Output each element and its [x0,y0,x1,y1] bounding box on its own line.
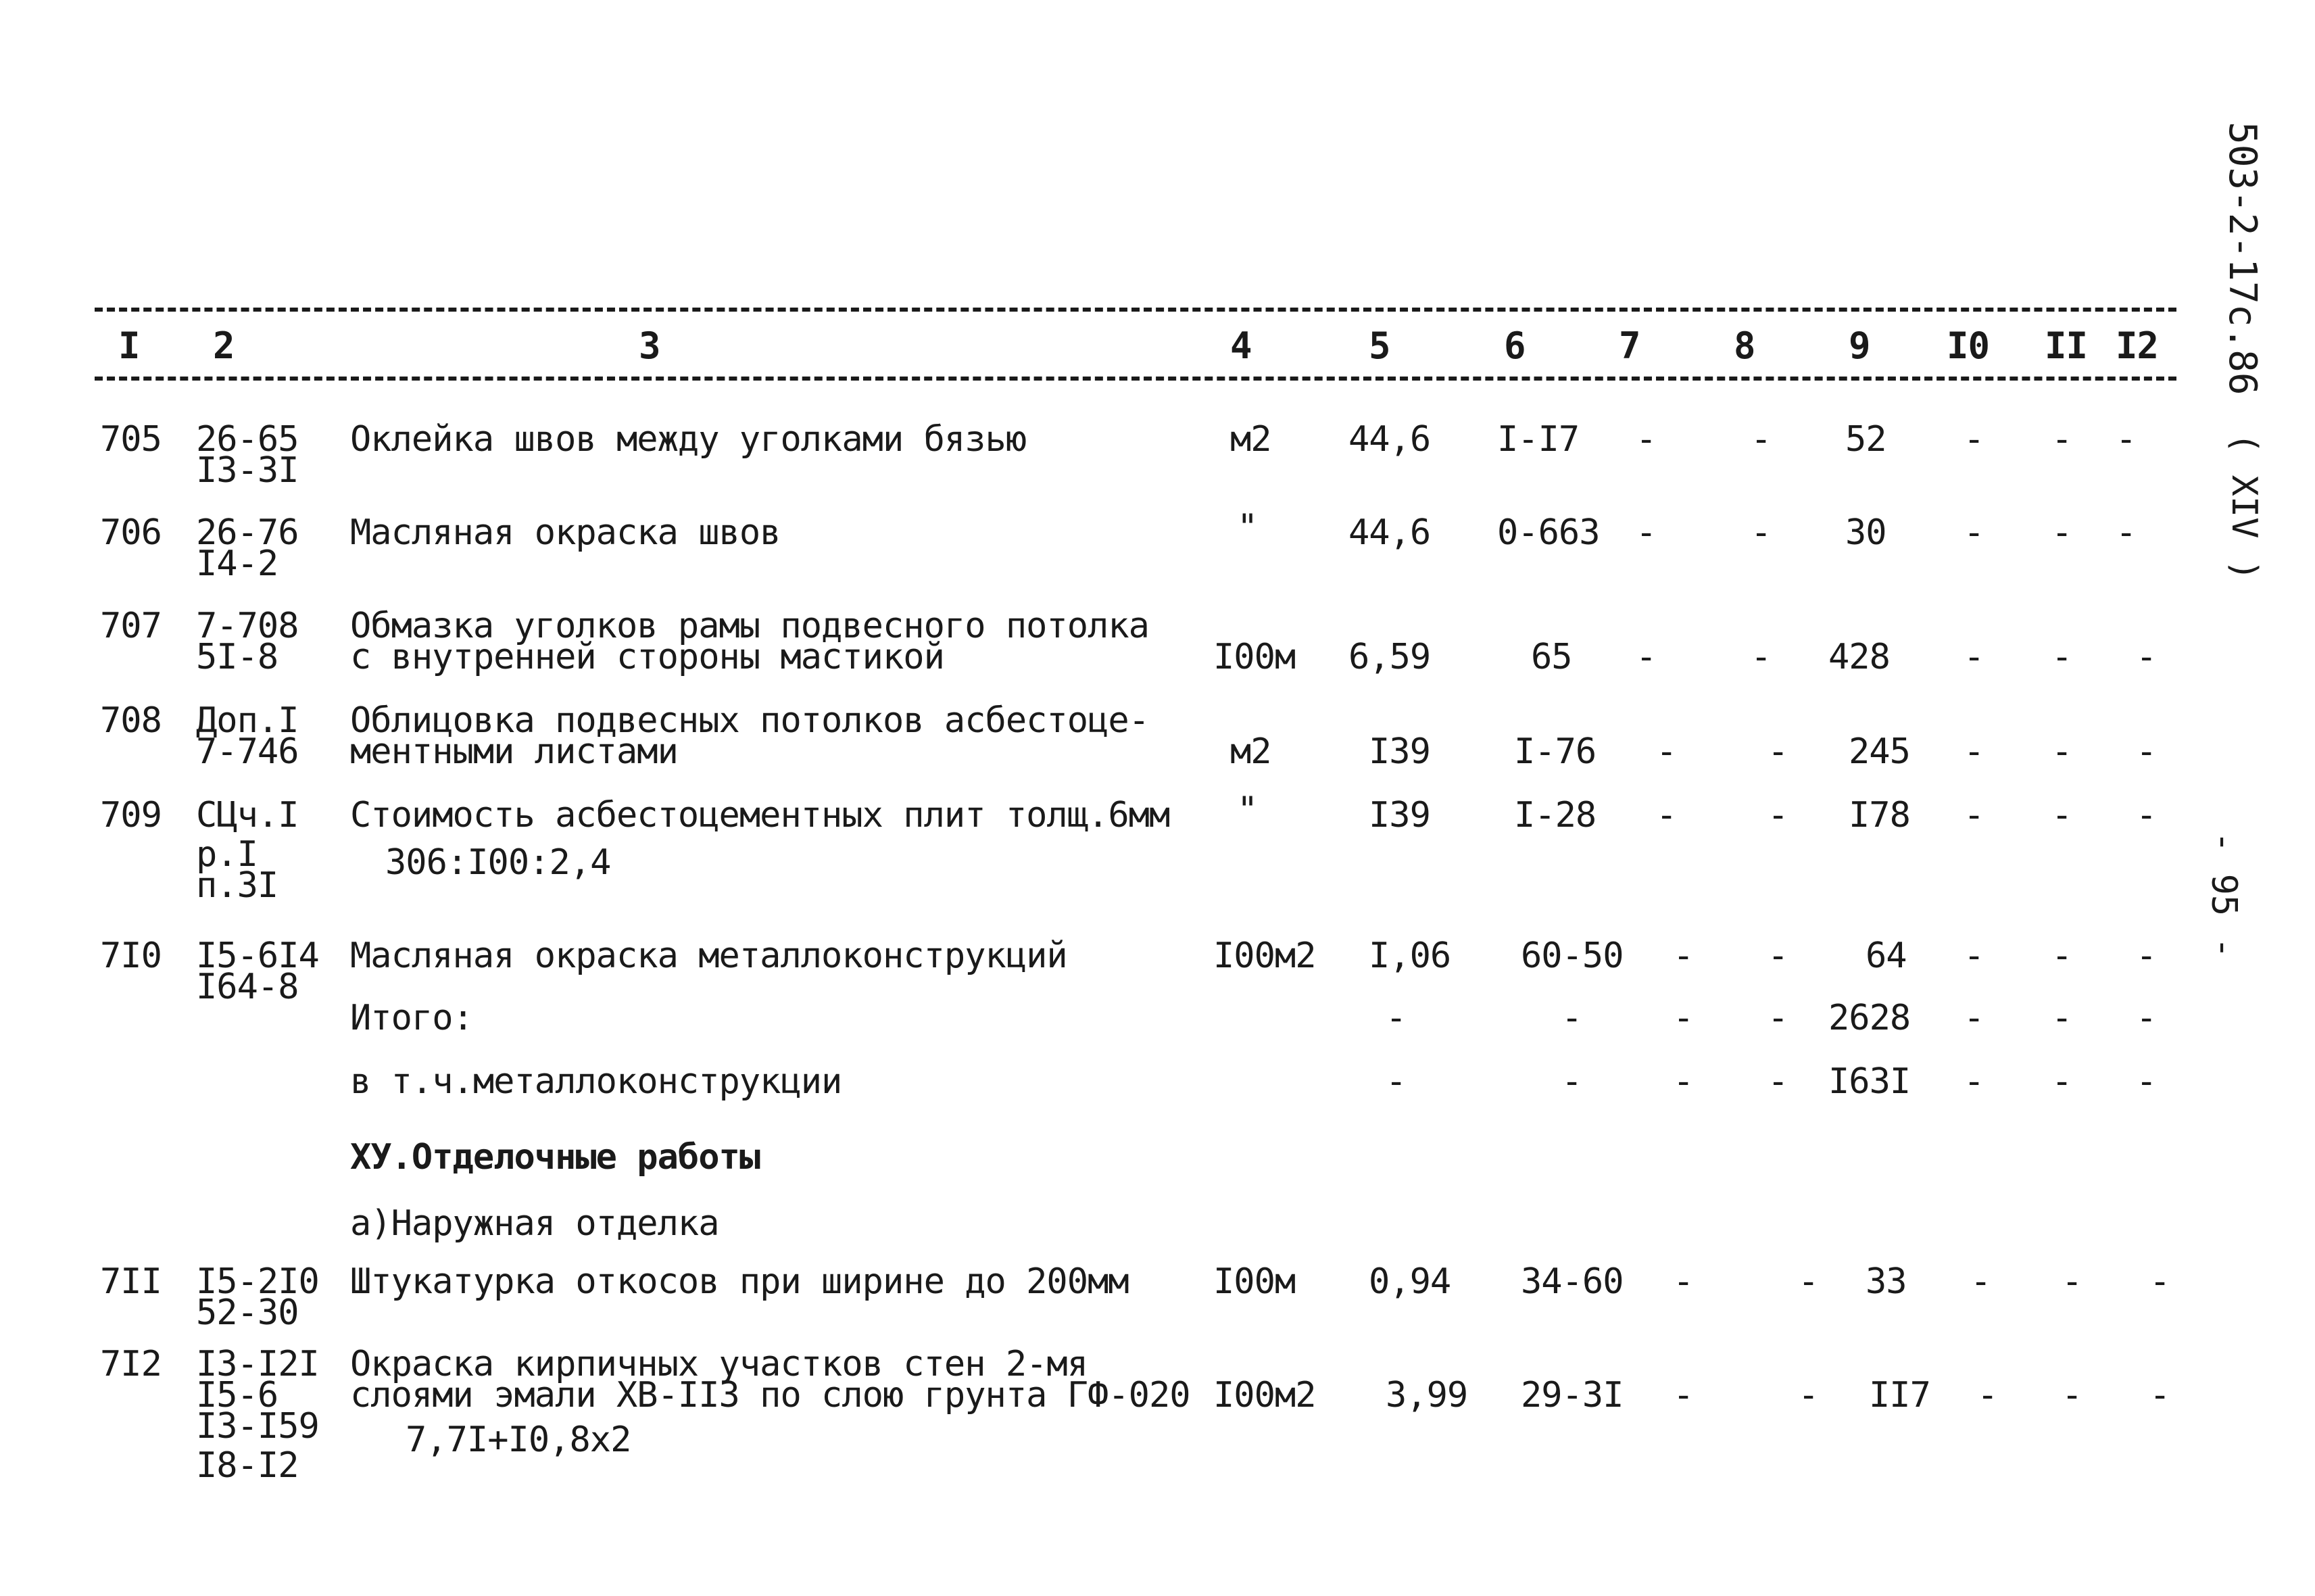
column-header-12: I2 [2116,324,2159,367]
subtotal-metal-col11: - [2051,1061,2072,1102]
subtotal-quantity: - [1386,998,1407,1038]
row-unit: " [1237,790,1258,830]
row-code: I5-6 [196,1375,278,1416]
row-unit: " [1237,507,1258,548]
column-header-4: 4 [1230,324,1252,367]
column-header-3: 3 [639,324,660,367]
row-total: 33 [1866,1261,1907,1302]
row-code: 26-65 [196,419,299,460]
row-description: Облицовка подвесных потолков асбестоце- [350,700,1149,741]
column-header-2: 2 [213,324,235,367]
row-col7: - [1636,512,1657,553]
subtotal-col8: - [1768,998,1788,1038]
row-description: 306:I00:2,4 [385,842,611,883]
row-code: I64-8 [196,967,299,1007]
subtotal-total: 2628 [1828,998,1911,1038]
row-price: 60-50 [1521,936,1624,976]
row-number: 708 [100,700,162,741]
row-total: 428 [1828,637,1890,677]
row-description: Оклейка швов между уголками бязью [350,419,1027,460]
row-col12: - [2136,936,2157,976]
row-code: п.3I [196,865,278,906]
row-description: слоями эмали ХВ-II3 по слою грунта ГФ-020 [350,1375,1190,1416]
section-title: ХУ.Отделочные работы [350,1137,760,1178]
row-code: I5-2I0 [196,1261,319,1302]
row-code: 7-708 [196,606,299,646]
subtotal-col7: - [1673,998,1694,1038]
row-number: 709 [100,795,162,836]
row-total: 64 [1866,936,1907,976]
row-number: 7I2 [100,1344,162,1384]
row-col10: - [1964,512,1984,553]
row-unit: I00м2 [1213,936,1316,976]
row-total: II7 [1869,1375,1930,1416]
subsection-title: а)Наружная отделка [350,1203,719,1244]
row-description: с внутренней стороны мастикой [350,637,944,677]
row-col10: - [1977,1375,1998,1416]
row-col11: - [2062,1375,2082,1416]
subtotal-col11: - [2051,998,2072,1038]
row-unit: м2 [1230,419,1271,460]
row-price: I-28 [1514,795,1597,836]
row-description: Стоимость асбестоцементных плит толщ.6мм [350,795,1170,836]
row-unit: I00м [1213,637,1296,677]
subtotal-metal-price: - [1561,1061,1582,1102]
row-price: 65 [1531,637,1572,677]
row-description: ментными листами [350,731,678,772]
row-col8: - [1798,1375,1819,1416]
row-description: Штукатурка откосов при ширине до 200мм [350,1261,1129,1302]
row-price: I-76 [1514,731,1597,772]
column-header-1: I [118,324,140,367]
row-code: 5I-8 [196,637,278,677]
row-quantity: 3,99 [1386,1375,1468,1416]
row-description: Масляная окраска швов [350,512,781,553]
row-code: р.I [196,834,258,875]
page-number: - 95 - [2203,831,2244,959]
row-col7: - [1636,637,1657,677]
column-header-8: 8 [1734,324,1755,367]
row-code: 26-76 [196,512,299,553]
column-header-6: 6 [1504,324,1526,367]
row-col11: - [2051,936,2072,976]
row-col12: - [2136,731,2157,772]
subtotal-metal-total: I63I [1828,1061,1911,1102]
row-col8: - [1751,419,1772,460]
row-col12: - [2116,512,2137,553]
row-col10: - [1964,936,1984,976]
row-col8: - [1751,512,1772,553]
row-col8: - [1768,936,1788,976]
row-price: I-I7 [1497,419,1580,460]
side-section-label: ( XIV ) [2224,433,2264,581]
row-unit: I00м2 [1213,1375,1316,1416]
row-col11: - [2051,512,2072,553]
row-col10: - [1964,419,1984,460]
row-code: 52-30 [196,1292,299,1333]
row-description: 7,7I+I0,8х2 [406,1420,631,1460]
row-quantity: I39 [1369,795,1430,836]
row-number: 7I0 [100,936,162,976]
row-description: Окраска кирпичных участков стен 2-мя [350,1344,1088,1384]
row-quantity: I39 [1369,731,1430,772]
column-header-10: I0 [1947,324,1990,367]
row-description: Обмазка уголков рамы подвесного потолка [350,606,1149,646]
row-col10: - [1964,637,1984,677]
row-total: 30 [1845,512,1886,553]
subtotal-metal-col7: - [1673,1061,1694,1102]
row-col10: - [1970,1261,1991,1302]
row-quantity: 0,94 [1369,1261,1451,1302]
subtotal-col12: - [2136,998,2157,1038]
row-quantity: 44,6 [1348,419,1431,460]
row-number: 706 [100,512,162,553]
column-header-9: 9 [1849,324,1870,367]
row-number: 707 [100,606,162,646]
column-header-7: 7 [1619,324,1640,367]
row-code: I5-6I4 [196,936,319,976]
row-col7: - [1636,419,1657,460]
subtotal-metal-col8: - [1768,1061,1788,1102]
row-col7: - [1656,731,1677,772]
row-total: I78 [1849,795,1910,836]
subtotal-price: - [1561,998,1582,1038]
row-code: СЦч.I [196,795,299,836]
row-unit: I00м [1213,1261,1296,1302]
row-code: I3-I59 [196,1406,319,1447]
row-quantity: I,06 [1369,936,1451,976]
row-col7: - [1656,795,1677,836]
row-quantity: 44,6 [1348,512,1431,553]
row-col8: - [1751,637,1772,677]
row-col10: - [1964,795,1984,836]
subtotal-metal-col10: - [1964,1061,1984,1102]
subtotal-col10: - [1964,998,1984,1038]
subtotal-metal-label: в т.ч.металлоконструкции [350,1061,842,1102]
row-col8: - [1798,1261,1819,1302]
row-code: I3-3I [196,450,299,491]
subtotal-label: Итого: [350,998,473,1038]
row-col11: - [2051,637,2072,677]
row-description: Масляная окраска металлоконструкций [350,936,1067,976]
row-col7: - [1673,936,1694,976]
row-code: 7-746 [196,731,299,772]
row-col12: - [2149,1261,2170,1302]
side-document-code: 503-2-17с.86 [2220,122,2264,395]
row-col12: - [2136,795,2157,836]
row-code: I4-2 [196,543,278,584]
row-quantity: 6,59 [1348,637,1431,677]
subtotal-metal-quantity: - [1386,1061,1407,1102]
row-number: 7II [100,1261,162,1302]
row-price: 0-663 [1497,512,1600,553]
row-col11: - [2062,1261,2082,1302]
row-code: Доп.I [196,700,299,741]
column-header-11: II [2045,324,2088,367]
row-col7: - [1673,1261,1694,1302]
row-number: 705 [100,419,162,460]
row-col8: - [1768,731,1788,772]
row-total: 52 [1845,419,1886,460]
column-header-5: 5 [1369,324,1390,367]
row-col12: - [2116,419,2137,460]
subtotal-metal-col12: - [2136,1061,2157,1102]
row-col8: - [1768,795,1788,836]
row-col11: - [2051,795,2072,836]
row-col10: - [1964,731,1984,772]
row-col12: - [2136,637,2157,677]
row-price: 34-60 [1521,1261,1624,1302]
header-rule-bottom [95,377,2176,381]
row-col11: - [2051,731,2072,772]
header-rule-top [95,308,2176,312]
row-code: I8-I2 [196,1445,299,1486]
row-unit: м2 [1230,731,1271,772]
row-total: 245 [1849,731,1910,772]
row-code: I3-I2I [196,1344,319,1384]
row-col12: - [2149,1375,2170,1416]
row-price: 29-3I [1521,1375,1624,1416]
row-col7: - [1673,1375,1694,1416]
row-col11: - [2051,419,2072,460]
